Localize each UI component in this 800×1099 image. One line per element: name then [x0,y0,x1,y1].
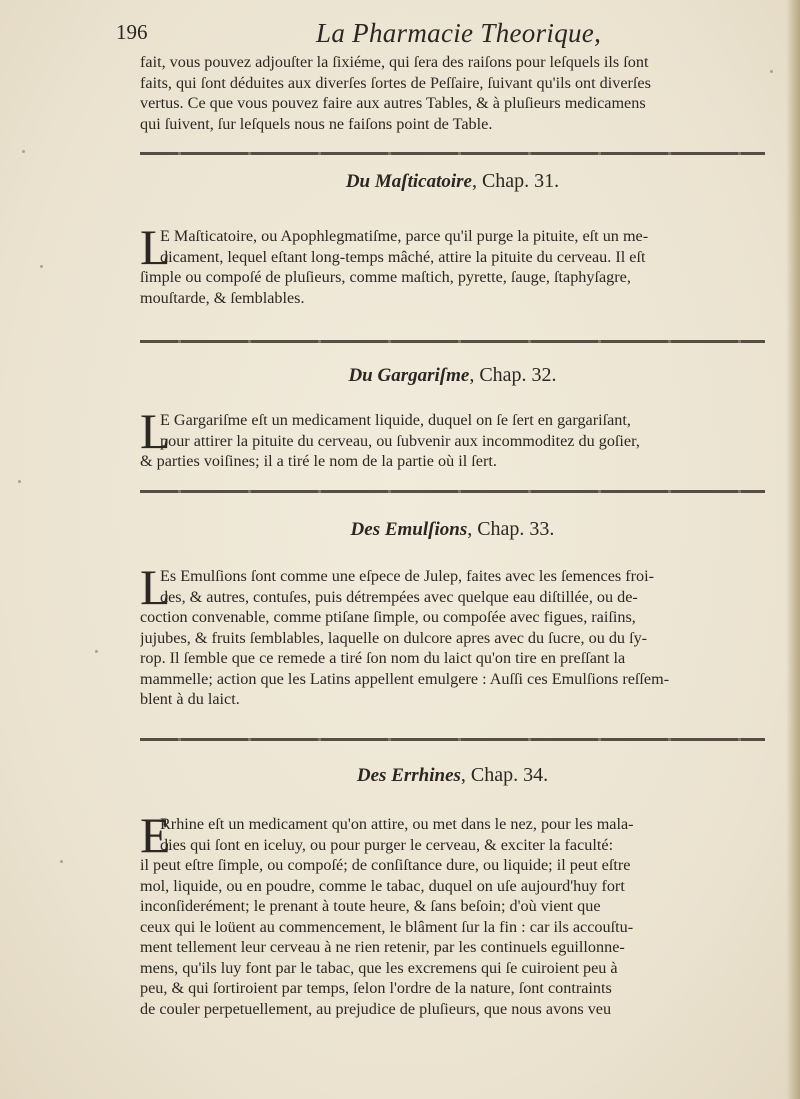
intro-paragraph [140,52,765,134]
text-line: des, & autres, contuſes, puis détrempées avec quelque eau diſtillée, ou de- [160,587,638,606]
chapter-paragraph [140,559,765,716]
text-line: vertus. Ce que vous pouvez faire aux autres Tables, & à pluſieurs medicamens [140,94,646,112]
text-line: mens, qu'ils luy font par le tabac, que les excremens qui ſe cuiroient peu à [140,958,618,977]
text-line: ceux qui le loüent au commencement, le blâment ſur la fin : car ils accouſtu- [140,917,634,936]
text-line: Rrhine eſt un medicament qu'on attire, ou met dans le nez, pour les mala- [160,815,634,833]
chapter-paragraph [140,403,765,480]
text-line: & parties voiſines; il a tiré le nom de la partie où il ſert. [140,452,497,470]
text-line: mouſtarde, & ſemblables. [140,288,305,307]
ornamental-rule [140,738,765,741]
page-edge-shadow [786,0,800,1099]
text-line: Es Emulſions ſont comme une eſpece de Julep, faites avec les ſemences froi- [160,567,654,585]
text-line: E Gargariſme eſt un medicament liquide, duquel on ſe ſert en gargariſant, [160,411,631,429]
chapter-paragraph [140,807,765,1024]
running-title: La Pharmacie Theorique, [316,18,602,48]
drop-cap: L [140,219,171,275]
text-line: mol, liquide, ou en poudre, comme le tabac, duquel on uſe aujourd'huy fort [140,876,625,895]
text-line: E Maſticatoire, ou Apophlegmatiſme, parce qu'il purge la pituite, eſt un me- [160,227,649,245]
drop-cap: L [140,559,171,615]
text-line: ment tellement leur cerveau à ne rien retenir, par les continuels eguillonne- [140,938,625,956]
text-line: faits, qui ſont déduites aux diverſes ſortes de Peſſaire, ſuivant qu'ils ont diverſes [140,73,651,92]
paper-speck [95,650,98,653]
text-line: pour attirer la pituite du cerveau, ou ſubvenir aux incommoditez du goſier, [160,431,640,450]
paragraph-lines [140,403,765,472]
text-line: il peut eſtre ſimple, ou compoſé; de conſiſtance dure, ou liquide; il peut eſtre [140,856,631,874]
paper-speck [18,480,21,483]
text-line: de couler perpetuellement, au prejudice de pluſieurs, que nous avons veu [140,999,612,1018]
chapter-number: , Chap. 31. [471,170,560,192]
ornamental-rule [140,490,765,493]
text-line: dicament, lequel eſtant long-temps mâché, attire la pituite du cerveau. Il eſt [160,247,646,266]
drop-cap: E [140,807,171,863]
paper-speck [22,150,25,153]
ornamental-rule [140,152,765,155]
paper-speck [40,265,43,268]
text-line: ſimple ou compoſé de pluſieurs, comme maſtich, pyrette, ſauge, ſtaphyſagre, [140,268,631,286]
paragraph-lines [140,219,765,308]
paragraph-lines [140,559,765,710]
chapter-number: , Chap. 32. [469,364,557,386]
chapter-title: Du Gargariſme [348,365,470,386]
chapter-heading [140,170,765,193]
chapter-heading [140,764,765,787]
text-line: blent à du laict. [140,690,240,708]
ornamental-rule [140,340,765,343]
running-head [116,20,776,54]
chapter-heading [140,518,765,541]
page-number: 196 [116,20,148,44]
text-line: coction convenable, comme ptiſane ſimple, ou compoſée avec figues, raiſins, [140,608,636,626]
chapter-number: , Chap. 34. [460,764,549,786]
text-line: fait, vous pouvez adjouſter la ſixiéme, qui ſera des raiſons pour leſquels ils ſont [140,53,649,71]
text-line: inconſiderément; le prenant à toute heure, & ſans beſoin; d'où vient que [140,897,601,915]
text-line: peu, & qui ſortiroient par temps, ſelon l'ordre de la nature, ſont contraints [140,979,612,997]
chapter-number: , Chap. 33. [467,518,555,540]
paper-speck [770,70,773,73]
text-line: dies qui ſont en iceluy, ou pour purger le cerveau, & exciter la faculté: [160,835,614,854]
paragraph-lines [140,807,765,1019]
text-line: mammelle; action que les Latins appellent emulgere : Auſſi ces Emulſions reſſem- [140,669,670,688]
chapter-heading [140,364,765,387]
text-line: qui ſuivent, ſur leſquels nous ne faiſons point de Table. [140,114,493,133]
chapter-title: Du Maſticatoire [345,171,472,192]
text-line: rop. Il ſemble que ce remede a tiré ſon nom du laict qu'on tire en preſſant la [140,649,626,667]
text-line: jujubes, & fruits ſemblables, laquelle on dulcore apres avec du ſucre, ou du ſy- [140,628,648,647]
chapter-title: Des Emulſions [350,519,468,540]
drop-cap: L [140,403,171,459]
chapter-title: Des Errhines [356,765,461,786]
chapter-paragraph [140,219,765,316]
paper-speck [60,860,63,863]
